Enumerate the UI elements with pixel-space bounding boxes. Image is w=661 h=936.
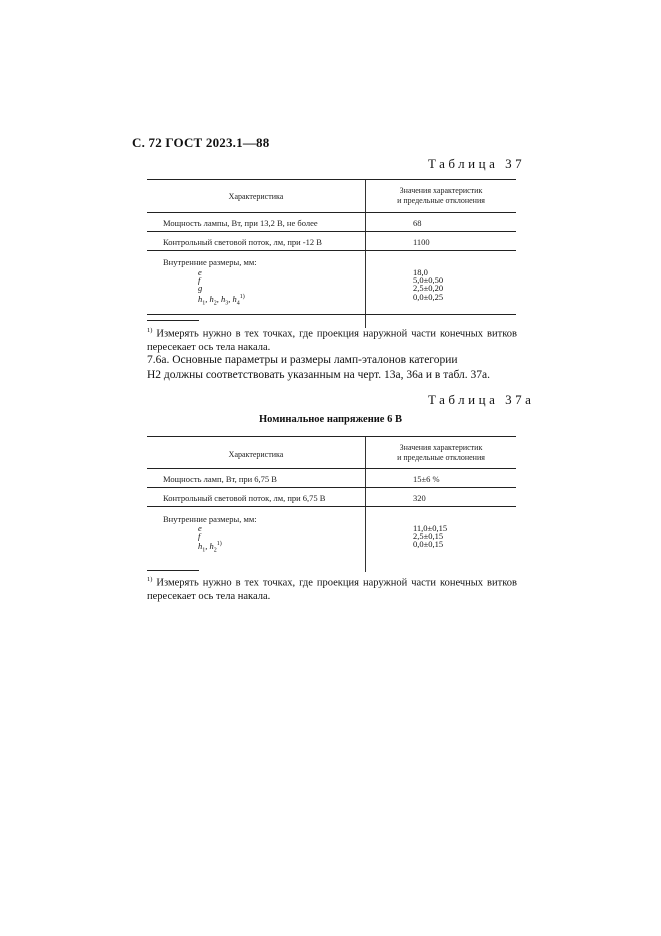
dim-label-e: e [198,523,202,533]
table-37-footnote-rule [147,320,199,321]
table-37a-row2-label: Контрольный световой поток, лм, при 6,75 В [163,493,326,503]
table-37a-dim-values [413,524,447,549]
table-37-row2-label: Контрольный световой поток, лм, при ‐12 В [163,237,322,247]
table-37-row3-label: Внутренние размеры, мм: [163,257,257,267]
table-37-footnote [147,324,517,354]
dim-value-h: 0,0±0,25 [413,291,444,302]
paragraph-line1: 7.6а. Основные параметры и размеры ламп-эталонов категории [147,354,458,366]
table-37a-row3-label: Внутренние размеры, мм: [163,514,257,524]
table-37a-footnote-rule [147,570,199,571]
dim-label-h: $h_1$, $h_2^{1)}$ [198,541,222,554]
dim-label-f: f [198,275,201,286]
dim-label-g: g [198,283,203,294]
table-37-bottom-rule [147,314,516,315]
dim-value-f: 5,0±0,50 [413,275,444,286]
table-37-dim-values [413,268,443,301]
dim-value-e: 11,0±0,15 [413,523,448,533]
col2-header-line2: и предельные отклонения [397,453,485,462]
footnote-text: Измерять нужно в тех точках, где проекция наружной части конечных витков пересекает ось тела накала. [147,577,517,602]
dim-value-h: 0,0±0,15 [413,539,444,550]
dim-value-e: 18,0 [413,267,428,277]
table-37a-col2-header [366,443,516,463]
col2-header-line1: Значения характеристик [399,186,483,195]
table-37a-row1-label: Мощность ламп, Вт, при 6,75 В [163,474,277,484]
dim-label-e: e [198,267,202,277]
dim-value-f: 2,5±0,15 [413,531,444,542]
table-37-caption: Таблица 37 [428,156,526,171]
paragraph-7-6a [147,353,517,383]
table-37-row1-label: Мощность лампы, Вт, при 13,2 В, не более [163,218,318,228]
dim-label-f: f [198,531,201,542]
table-37a-row1-rule [147,487,516,488]
table-37-top-rule [147,179,516,180]
col2-header-line1: Значения характеристик [399,443,483,452]
col2-header-line2: и предельные отклонения [397,196,485,205]
table-37a-row2-rule [147,506,516,507]
table-37a-row1-value: 15±6 % [413,474,440,484]
paragraph-line2: Н2 должны соответствовать указанным на черт. 13а, 36а и в табл. 37а. [147,369,490,381]
table-37-row2-value: 1100 [413,237,430,247]
table-37a-row2-value: 320 [413,493,426,503]
table-37a-col1-header: Характеристика [228,450,284,459]
dim-label-h: $h_1$, $h_2$, $h_3$, $h_4^{1)}$ [198,293,245,307]
page-header: С. 72 ГОСТ 2023.1—88 [132,135,270,150]
table-37-row1-value: 68 [413,218,422,228]
table-37-header-rule [147,212,516,213]
footnote-mark: 1) [147,576,153,583]
table-37-row2-rule [147,250,516,251]
table-37-row1-rule [147,231,516,232]
table-37-col1-header: Характеристика [228,192,284,201]
footnote-mark: 1) [147,327,153,334]
table-37a-dim-labels [198,524,222,555]
footnote-text: Измерять нужно в тех точках, где проекция наружной части конечных витков пересекает ось тела накала. [147,328,517,353]
dim-value-g: 2,5±0,20 [413,283,444,294]
table-37-col2-header [366,186,516,206]
table-37a-top-rule [147,436,516,437]
table-37-dim-labels [198,268,245,307]
table-37a-footnote [147,573,517,603]
table-37a-caption: Таблица 37а [428,392,535,407]
table-37a-subtitle: Номинальное напряжение 6 В [259,414,402,425]
table-37a-header-rule [147,468,516,469]
